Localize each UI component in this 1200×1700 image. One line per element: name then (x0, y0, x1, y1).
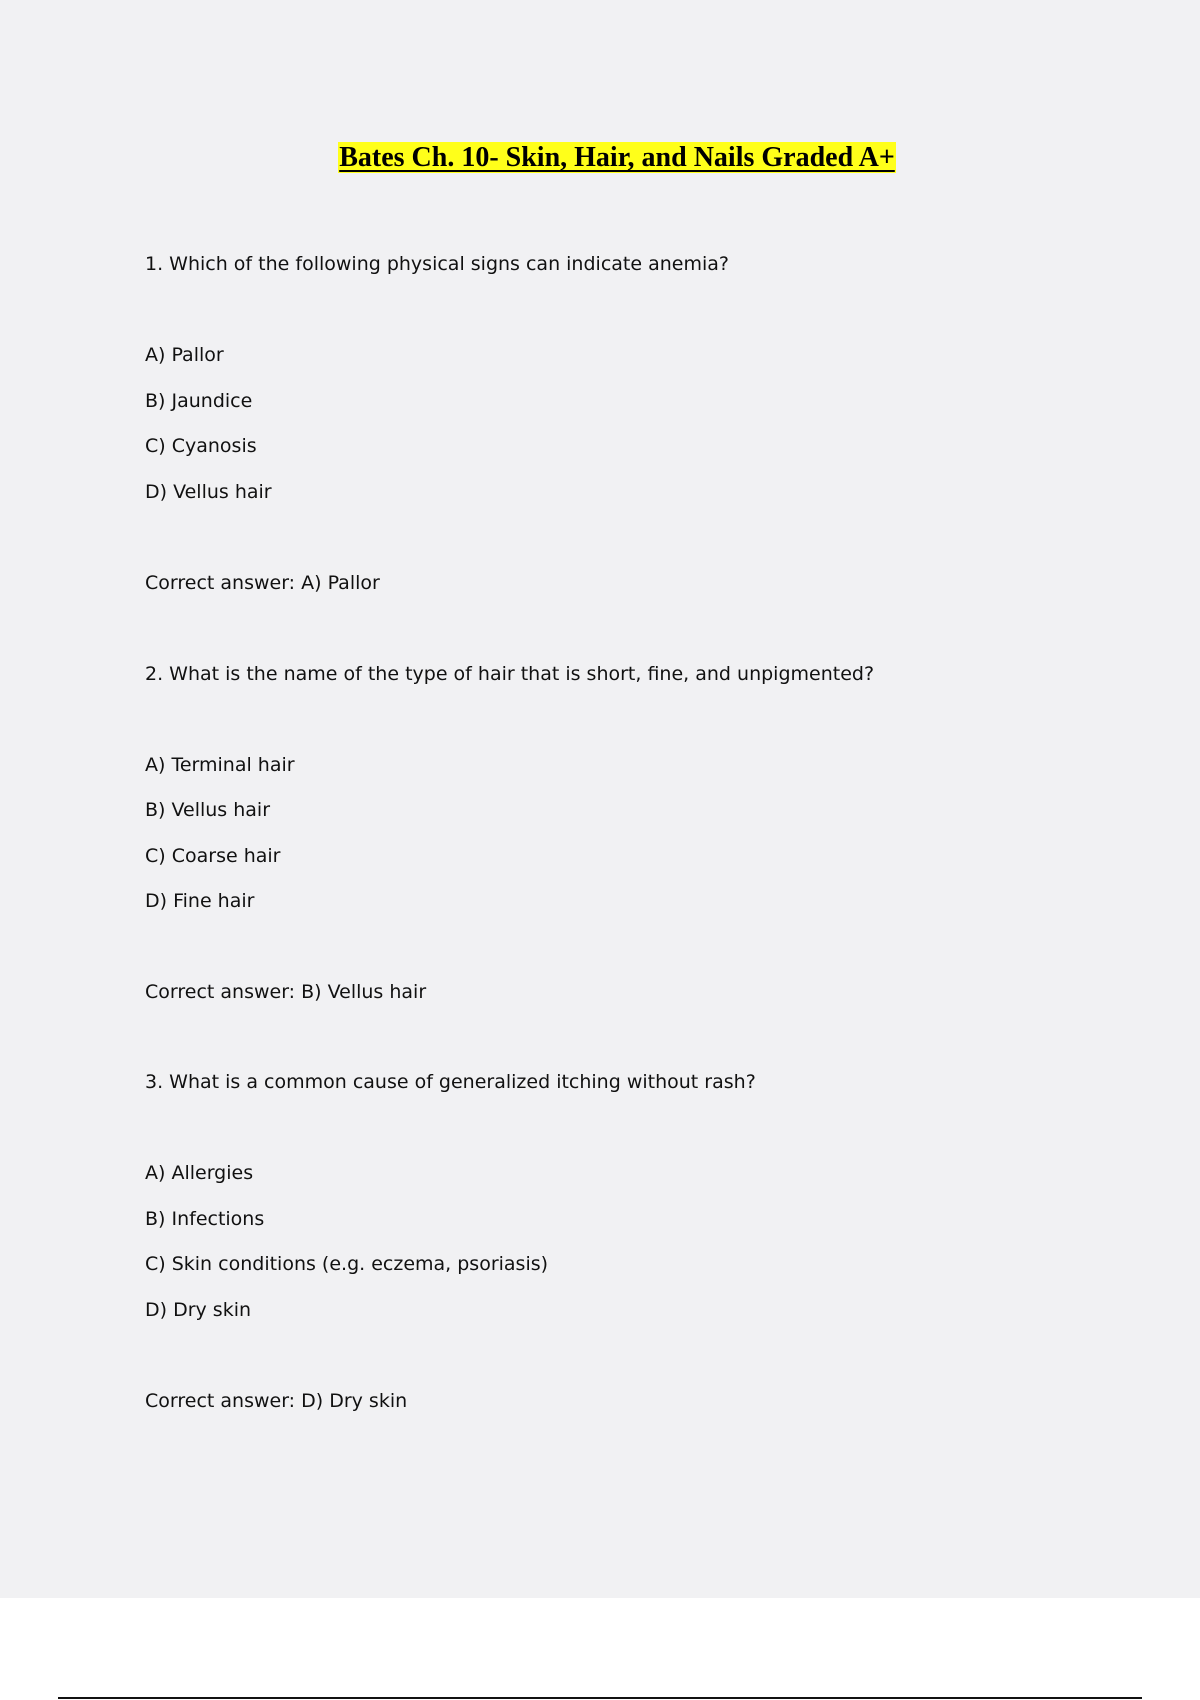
question-3-answer: Correct answer: D) Dry skin (145, 1390, 408, 1412)
question-3-text: 3. What is a common cause of generalized itching without rash? (145, 1071, 756, 1093)
question-1-option-c: C) Cyanosis (145, 435, 257, 457)
question-2-text: 2. What is the name of the type of hair that is short, fine, and unpigmented? (145, 663, 875, 685)
question-2-option-d: D) Fine hair (145, 890, 255, 912)
question-1-option-d: D) Vellus hair (145, 481, 272, 503)
question-2-answer: Correct answer: B) Vellus hair (145, 981, 427, 1003)
question-2-option-b: B) Vellus hair (145, 799, 271, 821)
question-1-option-a: A) Pallor (145, 344, 224, 366)
question-3-option-b: B) Infections (145, 1208, 265, 1230)
question-3-option-d: D) Dry skin (145, 1299, 252, 1321)
question-3-option-c: C) Skin conditions (e.g. eczema, psoriasis) (145, 1253, 549, 1275)
footer-divider (58, 1697, 1142, 1699)
document-title-wrapper (0, 141, 1200, 175)
question-1-answer: Correct answer: A) Pallor (145, 572, 380, 594)
question-1-option-b: B) Jaundice (145, 390, 253, 412)
question-3-option-a: A) Allergies (145, 1162, 254, 1184)
question-1-text: 1. Which of the following physical signs can indicate anemia? (145, 253, 729, 275)
question-2-option-c: C) Coarse hair (145, 845, 281, 867)
question-2-option-a: A) Terminal hair (145, 754, 295, 776)
document-title: Bates Ch. 10- Skin, Hair, and Nails Graded A+ (339, 142, 895, 173)
